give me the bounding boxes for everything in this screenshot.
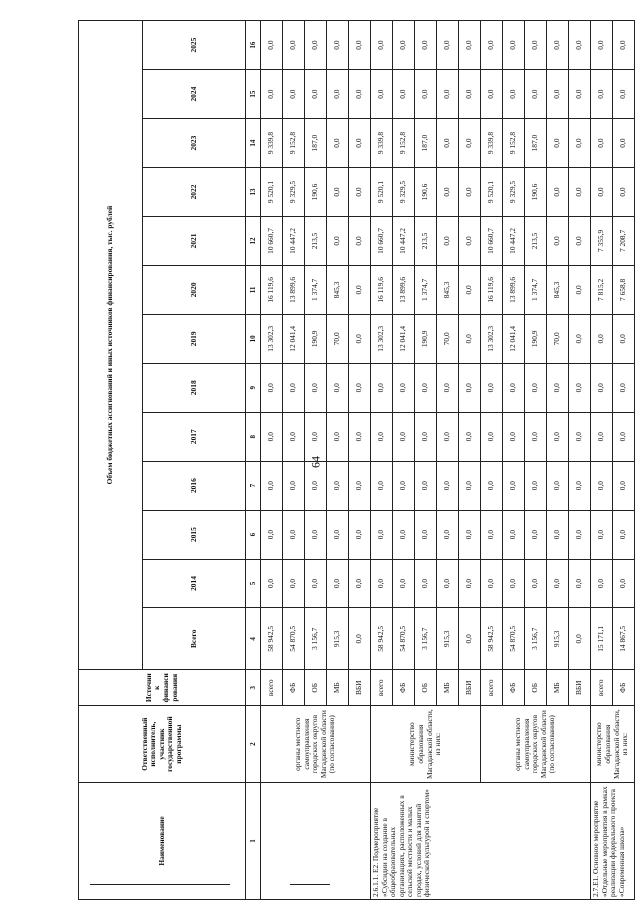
year-value: 9 152,8 xyxy=(503,119,525,168)
year-value: 0,0 xyxy=(503,21,525,70)
column-index: 6 xyxy=(246,510,261,559)
year-value: 0,0 xyxy=(349,363,371,412)
year-value: 0,0 xyxy=(547,559,569,608)
year-value: 0,0 xyxy=(613,70,635,119)
header-year: 2017 xyxy=(143,412,246,461)
funding-source: ВБИ xyxy=(349,670,371,706)
header-source: Источник финансирования xyxy=(79,670,246,706)
total-value: 915,3 xyxy=(327,608,349,670)
year-value: 13 302,3 xyxy=(371,314,393,363)
year-value: 0,0 xyxy=(437,461,459,510)
year-value: 9 329,5 xyxy=(393,168,415,217)
funding-source: ОБ xyxy=(415,670,437,706)
funding-source: МБ xyxy=(437,670,459,706)
measure-name: 2.6.1.1. Е2. Подмероприятие «Субсидии на создание в общеобразовательных организациях, расположенных в сельской местности и малых городах, условий для занятий физической культурой и спортом» xyxy=(371,782,591,899)
year-value: 10 447,2 xyxy=(283,216,305,265)
year-value: 0,0 xyxy=(525,412,547,461)
year-value: 0,0 xyxy=(459,168,481,217)
year-value: 1 374,7 xyxy=(415,265,437,314)
responsible-executor: органы местного самоуправления городских округов Магаданской области (по согласованию) xyxy=(481,706,591,783)
year-value: 0,0 xyxy=(525,21,547,70)
year-value: 0,0 xyxy=(437,119,459,168)
year-value: 0,0 xyxy=(437,168,459,217)
funding-source: ФБ xyxy=(613,670,635,706)
year-value: 0,0 xyxy=(591,510,613,559)
year-value: 0,0 xyxy=(261,412,283,461)
year-value: 0,0 xyxy=(591,461,613,510)
year-value: 0,0 xyxy=(525,559,547,608)
funding-source: всего xyxy=(371,670,393,706)
year-value: 0,0 xyxy=(503,412,525,461)
table-row xyxy=(481,21,503,900)
total-value: 3 156,7 xyxy=(525,608,547,670)
column-index: 3 xyxy=(246,670,261,706)
footer-rule-left xyxy=(90,884,230,885)
year-value: 10 660,7 xyxy=(261,216,283,265)
year-value: 187,0 xyxy=(415,119,437,168)
year-value: 0,0 xyxy=(547,412,569,461)
year-value: 0,0 xyxy=(613,510,635,559)
budget-table xyxy=(78,20,635,900)
year-value: 0,0 xyxy=(327,461,349,510)
funding-source: ОБ xyxy=(305,670,327,706)
year-value: 0,0 xyxy=(459,461,481,510)
year-value: 0,0 xyxy=(283,559,305,608)
year-value: 0,0 xyxy=(415,461,437,510)
year-value: 0,0 xyxy=(327,216,349,265)
year-value: 0,0 xyxy=(415,21,437,70)
total-value: 0,0 xyxy=(459,608,481,670)
year-value: 0,0 xyxy=(613,119,635,168)
year-value: 9 520,1 xyxy=(261,168,283,217)
year-value: 0,0 xyxy=(525,510,547,559)
year-value: 0,0 xyxy=(459,70,481,119)
year-value: 0,0 xyxy=(591,70,613,119)
year-value: 0,0 xyxy=(327,168,349,217)
funding-source: ФБ xyxy=(503,670,525,706)
year-value: 0,0 xyxy=(349,70,371,119)
year-value: 0,0 xyxy=(305,412,327,461)
column-index: 15 xyxy=(246,70,261,119)
year-value: 213,5 xyxy=(305,216,327,265)
total-value: 3 156,7 xyxy=(305,608,327,670)
measure-name xyxy=(261,782,371,899)
funding-source: ВБИ xyxy=(459,670,481,706)
year-value: 0,0 xyxy=(547,70,569,119)
column-index: 9 xyxy=(246,363,261,412)
total-value: 54 870,5 xyxy=(503,608,525,670)
header-year: 2024 xyxy=(143,70,246,119)
total-value: 14 867,5 xyxy=(613,608,635,670)
funding-source: всего xyxy=(261,670,283,706)
year-value: 13 302,3 xyxy=(261,314,283,363)
total-value: 54 870,5 xyxy=(283,608,305,670)
year-value: 0,0 xyxy=(371,559,393,608)
column-index: 10 xyxy=(246,314,261,363)
year-value: 0,0 xyxy=(459,510,481,559)
year-value: 7 658,8 xyxy=(613,265,635,314)
header-year: 2014 xyxy=(143,559,246,608)
column-index: 4 xyxy=(246,608,261,670)
header-responsible: Ответственный исполнитель, участник государственной программы xyxy=(79,706,246,783)
year-value: 0,0 xyxy=(569,461,591,510)
year-value: 0,0 xyxy=(459,559,481,608)
year-value: 0,0 xyxy=(371,21,393,70)
year-value: 190,6 xyxy=(305,168,327,217)
year-value: 845,3 xyxy=(547,265,569,314)
header-total: Всего xyxy=(143,608,246,670)
year-value: 0,0 xyxy=(327,510,349,559)
year-value: 0,0 xyxy=(459,363,481,412)
year-value: 0,0 xyxy=(437,363,459,412)
year-value: 9 152,8 xyxy=(393,119,415,168)
year-value: 845,3 xyxy=(437,265,459,314)
year-value: 10 447,2 xyxy=(503,216,525,265)
column-index: 1 xyxy=(246,782,261,899)
column-index: 11 xyxy=(246,265,261,314)
year-value: 0,0 xyxy=(591,21,613,70)
year-value: 0,0 xyxy=(261,510,283,559)
year-value: 10 447,2 xyxy=(393,216,415,265)
year-value: 0,0 xyxy=(261,461,283,510)
year-value: 0,0 xyxy=(305,21,327,70)
year-value: 13 899,6 xyxy=(283,265,305,314)
year-value: 7 208,7 xyxy=(613,216,635,265)
year-value: 0,0 xyxy=(547,510,569,559)
funding-source: ФБ xyxy=(283,670,305,706)
year-value: 0,0 xyxy=(591,412,613,461)
year-value: 0,0 xyxy=(283,461,305,510)
year-value: 0,0 xyxy=(437,216,459,265)
year-value: 0,0 xyxy=(261,363,283,412)
year-value: 0,0 xyxy=(283,412,305,461)
year-value: 0,0 xyxy=(503,461,525,510)
year-value: 0,0 xyxy=(613,559,635,608)
year-value: 9 329,5 xyxy=(283,168,305,217)
header-year: 2018 xyxy=(143,363,246,412)
year-value: 0,0 xyxy=(481,412,503,461)
year-value: 0,0 xyxy=(481,510,503,559)
year-value: 0,0 xyxy=(481,21,503,70)
year-value: 13 302,3 xyxy=(481,314,503,363)
year-value: 0,0 xyxy=(569,363,591,412)
year-value: 0,0 xyxy=(327,363,349,412)
year-value: 845,3 xyxy=(327,265,349,314)
total-value: 0,0 xyxy=(349,608,371,670)
responsible-executor: министерство образования Магаданской области, из них: xyxy=(591,706,635,783)
header-year: 2023 xyxy=(143,119,246,168)
year-value: 9 152,8 xyxy=(283,119,305,168)
year-value: 0,0 xyxy=(547,216,569,265)
year-value: 1 374,7 xyxy=(525,265,547,314)
total-value: 0,0 xyxy=(569,608,591,670)
year-value: 0,0 xyxy=(569,216,591,265)
page-number: 64 xyxy=(308,456,323,468)
year-value: 0,0 xyxy=(393,363,415,412)
year-value: 0,0 xyxy=(283,21,305,70)
year-value: 0,0 xyxy=(261,70,283,119)
column-index: 5 xyxy=(246,559,261,608)
year-value: 0,0 xyxy=(437,510,459,559)
year-value: 0,0 xyxy=(481,363,503,412)
header-year: 2025 xyxy=(143,21,246,70)
year-value: 0,0 xyxy=(349,510,371,559)
year-value: 0,0 xyxy=(327,70,349,119)
year-value: 0,0 xyxy=(415,70,437,119)
year-value: 0,0 xyxy=(283,363,305,412)
year-value: 0,0 xyxy=(393,559,415,608)
year-value: 9 339,8 xyxy=(371,119,393,168)
year-value: 0,0 xyxy=(327,412,349,461)
year-value: 0,0 xyxy=(415,510,437,559)
budget-table-sheet xyxy=(78,20,630,900)
year-value: 0,0 xyxy=(283,510,305,559)
year-value: 0,0 xyxy=(459,21,481,70)
column-index: 12 xyxy=(246,216,261,265)
year-value: 16 119,6 xyxy=(261,265,283,314)
year-value: 0,0 xyxy=(613,412,635,461)
year-value: 0,0 xyxy=(547,119,569,168)
year-value: 0,0 xyxy=(283,70,305,119)
funding-source: всего xyxy=(591,670,613,706)
year-value: 0,0 xyxy=(547,461,569,510)
year-value: 0,0 xyxy=(591,314,613,363)
column-index: 7 xyxy=(246,461,261,510)
year-value: 0,0 xyxy=(613,314,635,363)
year-value: 0,0 xyxy=(305,559,327,608)
year-value: 13 899,6 xyxy=(503,265,525,314)
funding-source: ОБ xyxy=(525,670,547,706)
funding-source: всего xyxy=(481,670,503,706)
year-value: 0,0 xyxy=(261,21,283,70)
year-value: 70,0 xyxy=(437,314,459,363)
table-row xyxy=(591,21,613,900)
year-value: 16 119,6 xyxy=(371,265,393,314)
year-value: 0,0 xyxy=(569,412,591,461)
year-value: 9 520,1 xyxy=(371,168,393,217)
table-row xyxy=(371,21,393,900)
year-value: 0,0 xyxy=(459,216,481,265)
total-value: 15 171,1 xyxy=(591,608,613,670)
year-value: 10 660,7 xyxy=(481,216,503,265)
year-value: 0,0 xyxy=(503,510,525,559)
year-value: 0,0 xyxy=(437,412,459,461)
year-value: 0,0 xyxy=(613,363,635,412)
year-value: 0,0 xyxy=(503,363,525,412)
year-value: 0,0 xyxy=(569,559,591,608)
year-value: 0,0 xyxy=(349,559,371,608)
header-volume: Объем бюджетных ассигнований и иных источников финансирования, тыс. рублей xyxy=(79,21,143,670)
funding-source: ВБИ xyxy=(569,670,591,706)
year-value: 190,9 xyxy=(415,314,437,363)
year-value: 213,5 xyxy=(415,216,437,265)
year-value: 0,0 xyxy=(371,412,393,461)
year-value: 213,5 xyxy=(525,216,547,265)
header-year: 2020 xyxy=(143,265,246,314)
total-value: 915,3 xyxy=(437,608,459,670)
year-value: 0,0 xyxy=(503,70,525,119)
year-value: 12 041,4 xyxy=(283,314,305,363)
year-value: 0,0 xyxy=(459,265,481,314)
year-value: 0,0 xyxy=(481,70,503,119)
year-value: 12 041,4 xyxy=(503,314,525,363)
year-value: 190,9 xyxy=(305,314,327,363)
header-year: 2016 xyxy=(143,461,246,510)
year-value: 0,0 xyxy=(349,461,371,510)
year-value: 0,0 xyxy=(613,21,635,70)
table-row xyxy=(261,21,283,900)
funding-source: ФБ xyxy=(393,670,415,706)
year-value: 190,9 xyxy=(525,314,547,363)
year-value: 0,0 xyxy=(349,314,371,363)
year-value: 0,0 xyxy=(481,461,503,510)
year-value: 0,0 xyxy=(569,265,591,314)
year-value: 0,0 xyxy=(349,216,371,265)
funding-source: МБ xyxy=(547,670,569,706)
year-value: 0,0 xyxy=(305,510,327,559)
year-value: 0,0 xyxy=(547,363,569,412)
header-year: 2015 xyxy=(143,510,246,559)
header-year: 2019 xyxy=(143,314,246,363)
column-index: 16 xyxy=(246,21,261,70)
year-value: 0,0 xyxy=(591,363,613,412)
footer-rule-mid xyxy=(290,884,330,885)
header-year: 2022 xyxy=(143,168,246,217)
year-value: 12 041,4 xyxy=(393,314,415,363)
column-index: 14 xyxy=(246,119,261,168)
year-value: 9 520,1 xyxy=(481,168,503,217)
measure-name: 2.7.Е1. Основное мероприятие «Отдельные мероприятия в рамках реализации федерального проекта «Современная школа» xyxy=(591,782,635,899)
year-value: 0,0 xyxy=(371,510,393,559)
year-value: 13 899,6 xyxy=(393,265,415,314)
year-value: 0,0 xyxy=(459,314,481,363)
total-value: 58 942,5 xyxy=(371,608,393,670)
year-value: 0,0 xyxy=(525,461,547,510)
rotated-page xyxy=(78,20,630,900)
year-value: 190,6 xyxy=(525,168,547,217)
year-value: 9 339,8 xyxy=(261,119,283,168)
year-value: 70,0 xyxy=(547,314,569,363)
year-value: 0,0 xyxy=(371,70,393,119)
year-value: 0,0 xyxy=(349,265,371,314)
year-value: 0,0 xyxy=(327,559,349,608)
year-value: 0,0 xyxy=(371,363,393,412)
year-value: 0,0 xyxy=(349,168,371,217)
header-name: Наименование xyxy=(79,782,246,899)
funding-source: МБ xyxy=(327,670,349,706)
year-value: 0,0 xyxy=(569,119,591,168)
column-index: 8 xyxy=(246,412,261,461)
total-value: 3 156,7 xyxy=(415,608,437,670)
total-value: 915,3 xyxy=(547,608,569,670)
year-value: 0,0 xyxy=(613,168,635,217)
year-value: 0,0 xyxy=(503,559,525,608)
year-value: 9 339,8 xyxy=(481,119,503,168)
year-value: 0,0 xyxy=(459,412,481,461)
year-value: 0,0 xyxy=(437,559,459,608)
year-value: 187,0 xyxy=(525,119,547,168)
year-value: 1 374,7 xyxy=(305,265,327,314)
year-value: 0,0 xyxy=(591,559,613,608)
year-value: 16 119,6 xyxy=(481,265,503,314)
year-value: 0,0 xyxy=(547,168,569,217)
year-value: 0,0 xyxy=(569,314,591,363)
year-value: 0,0 xyxy=(415,363,437,412)
year-value: 0,0 xyxy=(525,363,547,412)
total-value: 58 942,5 xyxy=(261,608,283,670)
year-value: 0,0 xyxy=(393,412,415,461)
year-value: 7 355,9 xyxy=(591,216,613,265)
responsible-executor: органы местного самоуправления городских округов Магаданской области (по согласованию) xyxy=(261,706,371,783)
year-value: 0,0 xyxy=(349,21,371,70)
year-value: 0,0 xyxy=(569,510,591,559)
year-value: 70,0 xyxy=(327,314,349,363)
year-value: 0,0 xyxy=(327,21,349,70)
year-value: 0,0 xyxy=(393,21,415,70)
year-value: 0,0 xyxy=(481,559,503,608)
year-value: 10 660,7 xyxy=(371,216,393,265)
year-value: 0,0 xyxy=(261,559,283,608)
year-value: 0,0 xyxy=(305,70,327,119)
year-value: 0,0 xyxy=(349,119,371,168)
year-value: 0,0 xyxy=(305,461,327,510)
year-value: 0,0 xyxy=(525,70,547,119)
year-value: 0,0 xyxy=(613,461,635,510)
year-value: 0,0 xyxy=(371,461,393,510)
year-value: 0,0 xyxy=(393,510,415,559)
year-value: 0,0 xyxy=(349,412,371,461)
header-year: 2021 xyxy=(143,216,246,265)
total-value: 54 870,5 xyxy=(393,608,415,670)
year-value: 7 815,2 xyxy=(591,265,613,314)
year-value: 0,0 xyxy=(415,559,437,608)
year-value: 0,0 xyxy=(569,21,591,70)
year-value: 0,0 xyxy=(591,168,613,217)
year-value: 190,6 xyxy=(415,168,437,217)
year-value: 0,0 xyxy=(437,21,459,70)
column-index: 13 xyxy=(246,168,261,217)
year-value: 0,0 xyxy=(459,119,481,168)
year-value: 0,0 xyxy=(415,412,437,461)
year-value: 0,0 xyxy=(393,70,415,119)
column-index: 2 xyxy=(246,706,261,783)
year-value: 0,0 xyxy=(569,168,591,217)
year-value: 0,0 xyxy=(547,21,569,70)
year-value: 0,0 xyxy=(393,461,415,510)
year-value: 0,0 xyxy=(437,70,459,119)
year-value: 9 329,5 xyxy=(503,168,525,217)
responsible-executor: министерство образования Магаданской области, из них: xyxy=(371,706,481,783)
year-value: 0,0 xyxy=(327,119,349,168)
year-value: 0,0 xyxy=(569,70,591,119)
year-value: 0,0 xyxy=(305,363,327,412)
total-value: 58 942,5 xyxy=(481,608,503,670)
year-value: 0,0 xyxy=(591,119,613,168)
year-value: 187,0 xyxy=(305,119,327,168)
